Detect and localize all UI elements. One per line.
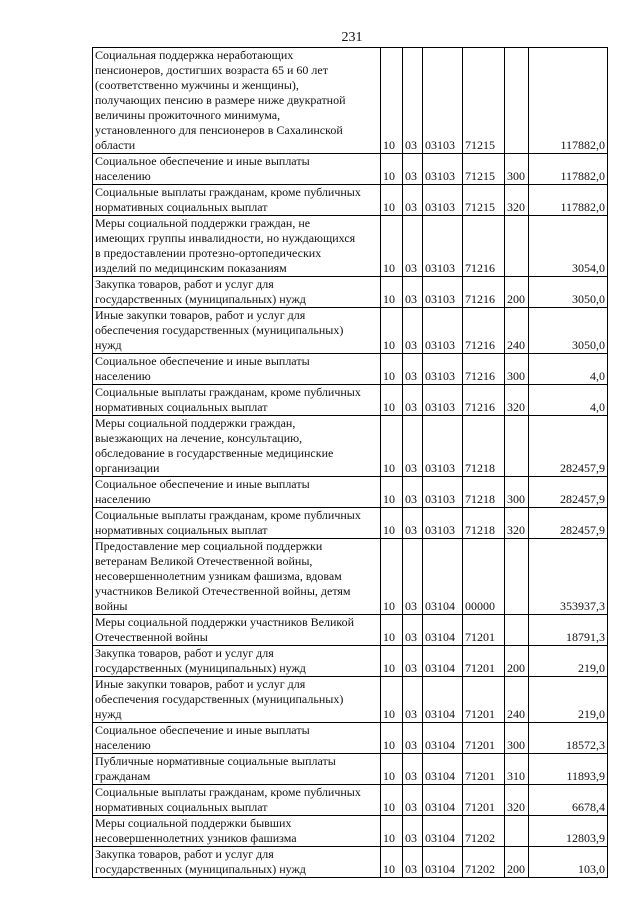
table-row bbox=[93, 646, 608, 677]
row-program-code: 03103 bbox=[423, 48, 463, 154]
row-expense-type-code: 200 bbox=[505, 847, 529, 878]
row-program-code: 03103 bbox=[423, 154, 463, 185]
row-section-code: 10 bbox=[381, 847, 403, 878]
row-program-code: 03104 bbox=[423, 677, 463, 723]
table-row bbox=[93, 785, 608, 816]
row-program-code: 03104 bbox=[423, 816, 463, 847]
table-row bbox=[93, 354, 608, 385]
row-program-code: 03104 bbox=[423, 785, 463, 816]
row-description: Публичные нормативные социальные выплаты гражданам bbox=[93, 754, 381, 785]
row-expense-type-code: 240 bbox=[505, 677, 529, 723]
row-program-code: 03104 bbox=[423, 646, 463, 677]
row-description: Социальные выплаты гражданам, кроме публичных нормативных социальных выплат bbox=[93, 385, 381, 416]
row-section-code: 10 bbox=[381, 723, 403, 754]
row-amount: 18572,3 bbox=[529, 723, 608, 754]
row-direction-code: 71218 bbox=[463, 477, 505, 508]
row-description: Социальные выплаты гражданам, кроме публичных нормативных социальных выплат bbox=[93, 785, 381, 816]
row-amount: 11893,9 bbox=[529, 754, 608, 785]
row-description: Иные закупки товаров, работ и услуг для обеспечения государственных (муниципальных) нужд bbox=[93, 308, 381, 354]
row-expense-type-code bbox=[505, 539, 529, 615]
row-direction-code: 71218 bbox=[463, 508, 505, 539]
row-direction-code: 71215 bbox=[463, 154, 505, 185]
row-amount: 117882,0 bbox=[529, 185, 608, 216]
row-program-code: 03104 bbox=[423, 754, 463, 785]
row-amount: 103,0 bbox=[529, 847, 608, 878]
row-direction-code: 71202 bbox=[463, 847, 505, 878]
row-expense-type-code: 300 bbox=[505, 154, 529, 185]
budget-table bbox=[92, 47, 608, 878]
table-row bbox=[93, 416, 608, 477]
row-amount: 4,0 bbox=[529, 385, 608, 416]
row-subsection-code: 03 bbox=[403, 677, 423, 723]
row-program-code: 03103 bbox=[423, 308, 463, 354]
row-section-code: 10 bbox=[381, 277, 403, 308]
row-program-code: 03104 bbox=[423, 539, 463, 615]
row-description: Меры социальной поддержки участников Великой Отечественной войны bbox=[93, 615, 381, 646]
row-subsection-code: 03 bbox=[403, 615, 423, 646]
table-row bbox=[93, 216, 608, 277]
row-amount: 282457,9 bbox=[529, 508, 608, 539]
row-amount: 4,0 bbox=[529, 354, 608, 385]
row-expense-type-code bbox=[505, 416, 529, 477]
row-expense-type-code bbox=[505, 615, 529, 646]
row-description: Закупка товаров, работ и услуг для государственных (муниципальных) нужд bbox=[93, 646, 381, 677]
row-subsection-code: 03 bbox=[403, 477, 423, 508]
row-expense-type-code: 320 bbox=[505, 785, 529, 816]
row-amount: 18791,3 bbox=[529, 615, 608, 646]
row-direction-code: 71216 bbox=[463, 277, 505, 308]
row-direction-code: 71201 bbox=[463, 754, 505, 785]
row-direction-code: 71202 bbox=[463, 816, 505, 847]
row-description: Закупка товаров, работ и услуг для государственных (муниципальных) нужд bbox=[93, 277, 381, 308]
row-subsection-code: 03 bbox=[403, 539, 423, 615]
row-description: Закупка товаров, работ и услуг для государственных (муниципальных) нужд bbox=[93, 847, 381, 878]
table-row bbox=[93, 308, 608, 354]
row-subsection-code: 03 bbox=[403, 723, 423, 754]
row-description: Социальное обеспечение и иные выплаты населению bbox=[93, 154, 381, 185]
row-program-code: 03103 bbox=[423, 185, 463, 216]
row-description: Меры социальной поддержки граждан, выезжающих на лечение, консультацию, обследование в государственные медицинские организации bbox=[93, 416, 381, 477]
row-amount: 282457,9 bbox=[529, 416, 608, 477]
row-direction-code: 71201 bbox=[463, 677, 505, 723]
row-section-code: 10 bbox=[381, 754, 403, 785]
row-expense-type-code: 310 bbox=[505, 754, 529, 785]
row-direction-code: 71216 bbox=[463, 354, 505, 385]
row-subsection-code: 03 bbox=[403, 354, 423, 385]
table-row bbox=[93, 754, 608, 785]
row-section-code: 10 bbox=[381, 785, 403, 816]
row-expense-type-code bbox=[505, 816, 529, 847]
row-description: Социальные выплаты гражданам, кроме публичных нормативных социальных выплат bbox=[93, 508, 381, 539]
row-section-code: 10 bbox=[381, 185, 403, 216]
row-amount: 6678,4 bbox=[529, 785, 608, 816]
row-direction-code: 71215 bbox=[463, 48, 505, 154]
table-row bbox=[93, 185, 608, 216]
row-amount: 117882,0 bbox=[529, 48, 608, 154]
row-expense-type-code: 300 bbox=[505, 723, 529, 754]
row-amount: 3054,0 bbox=[529, 216, 608, 277]
row-amount: 3050,0 bbox=[529, 308, 608, 354]
row-expense-type-code: 200 bbox=[505, 277, 529, 308]
row-subsection-code: 03 bbox=[403, 154, 423, 185]
row-subsection-code: 03 bbox=[403, 185, 423, 216]
row-subsection-code: 03 bbox=[403, 508, 423, 539]
row-section-code: 10 bbox=[381, 216, 403, 277]
row-subsection-code: 03 bbox=[403, 816, 423, 847]
row-amount: 219,0 bbox=[529, 646, 608, 677]
table-row bbox=[93, 385, 608, 416]
table-row bbox=[93, 539, 608, 615]
row-section-code: 10 bbox=[381, 477, 403, 508]
budget-table-body bbox=[93, 48, 608, 878]
row-section-code: 10 bbox=[381, 508, 403, 539]
row-program-code: 03103 bbox=[423, 477, 463, 508]
row-description: Меры социальной поддержки граждан, не имеющих группы инвалидности, но нуждающихся в предоставлении протезно-ортопедических изделий по медицинским показаниям bbox=[93, 216, 381, 277]
row-amount: 219,0 bbox=[529, 677, 608, 723]
row-program-code: 03103 bbox=[423, 508, 463, 539]
row-amount: 282457,9 bbox=[529, 477, 608, 508]
table-row bbox=[93, 847, 608, 878]
row-subsection-code: 03 bbox=[403, 646, 423, 677]
row-description: Социальное обеспечение и иные выплаты населению bbox=[93, 477, 381, 508]
row-subsection-code: 03 bbox=[403, 847, 423, 878]
row-expense-type-code: 320 bbox=[505, 385, 529, 416]
table-row bbox=[93, 723, 608, 754]
row-description: Меры социальной поддержки бывших несовершеннолетних узников фашизма bbox=[93, 816, 381, 847]
row-direction-code: 00000 bbox=[463, 539, 505, 615]
table-row bbox=[93, 615, 608, 646]
row-section-code: 10 bbox=[381, 646, 403, 677]
row-subsection-code: 03 bbox=[403, 385, 423, 416]
row-direction-code: 71215 bbox=[463, 185, 505, 216]
row-amount: 3050,0 bbox=[529, 277, 608, 308]
row-amount: 117882,0 bbox=[529, 154, 608, 185]
row-expense-type-code bbox=[505, 216, 529, 277]
row-direction-code: 71201 bbox=[463, 723, 505, 754]
table-row bbox=[93, 816, 608, 847]
row-direction-code: 71201 bbox=[463, 646, 505, 677]
row-description: Социальные выплаты гражданам, кроме публичных нормативных социальных выплат bbox=[93, 185, 381, 216]
row-program-code: 03104 bbox=[423, 847, 463, 878]
table-row bbox=[93, 48, 608, 154]
row-description: Социальное обеспечение и иные выплаты населению bbox=[93, 723, 381, 754]
row-subsection-code: 03 bbox=[403, 216, 423, 277]
row-expense-type-code: 300 bbox=[505, 477, 529, 508]
row-program-code: 03103 bbox=[423, 216, 463, 277]
row-description: Иные закупки товаров, работ и услуг для обеспечения государственных (муниципальных) нужд bbox=[93, 677, 381, 723]
row-section-code: 10 bbox=[381, 677, 403, 723]
row-amount: 353937,3 bbox=[529, 539, 608, 615]
row-description: Социальное обеспечение и иные выплаты населению bbox=[93, 354, 381, 385]
row-program-code: 03103 bbox=[423, 416, 463, 477]
row-section-code: 10 bbox=[381, 154, 403, 185]
row-subsection-code: 03 bbox=[403, 754, 423, 785]
row-section-code: 10 bbox=[381, 48, 403, 154]
row-program-code: 03103 bbox=[423, 277, 463, 308]
row-program-code: 03104 bbox=[423, 723, 463, 754]
row-direction-code: 71216 bbox=[463, 308, 505, 354]
row-expense-type-code: 320 bbox=[505, 508, 529, 539]
table-row bbox=[93, 277, 608, 308]
row-expense-type-code bbox=[505, 48, 529, 154]
row-expense-type-code: 200 bbox=[505, 646, 529, 677]
row-subsection-code: 03 bbox=[403, 308, 423, 354]
row-program-code: 03103 bbox=[423, 385, 463, 416]
row-subsection-code: 03 bbox=[403, 785, 423, 816]
row-section-code: 10 bbox=[381, 539, 403, 615]
row-subsection-code: 03 bbox=[403, 416, 423, 477]
row-direction-code: 71216 bbox=[463, 385, 505, 416]
row-program-code: 03103 bbox=[423, 354, 463, 385]
row-expense-type-code: 320 bbox=[505, 185, 529, 216]
row-expense-type-code: 240 bbox=[505, 308, 529, 354]
row-subsection-code: 03 bbox=[403, 277, 423, 308]
table-row bbox=[93, 508, 608, 539]
row-amount: 12803,9 bbox=[529, 816, 608, 847]
row-section-code: 10 bbox=[381, 354, 403, 385]
row-section-code: 10 bbox=[381, 816, 403, 847]
row-direction-code: 71218 bbox=[463, 416, 505, 477]
row-description: Предоставление мер социальной поддержки ветеранам Великой Отечественной войны, несовершеннолетним узникам фашизма, вдовам участников Великой Отечественной войны, детям войны bbox=[93, 539, 381, 615]
table-row bbox=[93, 154, 608, 185]
table-row bbox=[93, 677, 608, 723]
row-section-code: 10 bbox=[381, 615, 403, 646]
row-section-code: 10 bbox=[381, 416, 403, 477]
row-expense-type-code: 300 bbox=[505, 354, 529, 385]
row-direction-code: 71201 bbox=[463, 785, 505, 816]
page-number: 231 bbox=[341, 30, 363, 45]
row-subsection-code: 03 bbox=[403, 48, 423, 154]
table-row bbox=[93, 477, 608, 508]
row-direction-code: 71201 bbox=[463, 615, 505, 646]
row-program-code: 03104 bbox=[423, 615, 463, 646]
row-section-code: 10 bbox=[381, 308, 403, 354]
row-description: Социальная поддержка неработающих пенсионеров, достигших возраста 65 и 60 лет (соответственно мужчины и женщины), получающих пенсию в размере ниже двукратной величины прожиточного минимума, установленного для пенсионеров в Сахалинской области bbox=[93, 48, 381, 154]
row-direction-code: 71216 bbox=[463, 216, 505, 277]
row-section-code: 10 bbox=[381, 385, 403, 416]
